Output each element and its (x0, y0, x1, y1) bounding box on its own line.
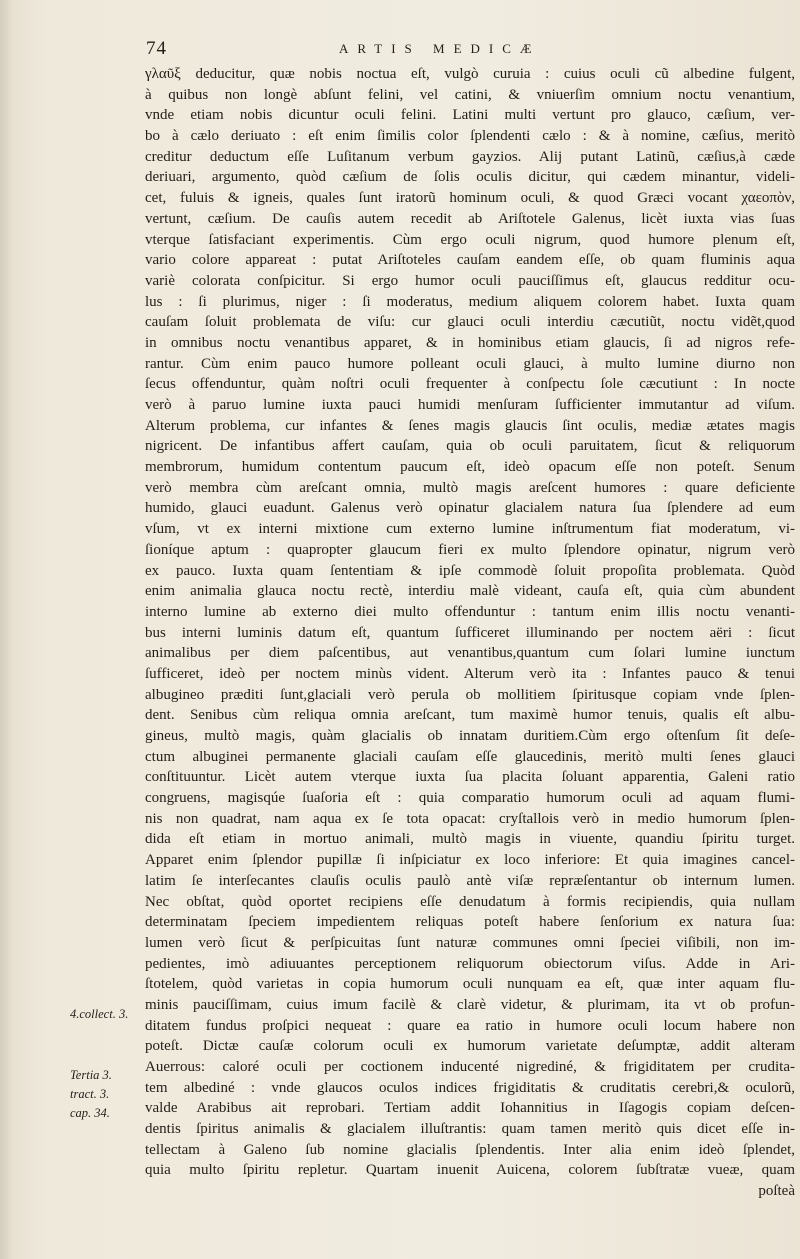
body-text (145, 64, 795, 1202)
text-line: verò à paruo lumine iuxta pauci humidi menſuram ſufficienter immutantur ad viſum. (145, 397, 795, 413)
text-line: pedientes, imò adiuuantes perceptionem reliquorum obiectorum viſus. Adde in Ari- (145, 955, 795, 972)
text-line: γλαῦξ deducitur, quæ nobis noctua eſt, vulgò curuia : cuius oculi cũ albedine fulgent, (145, 66, 795, 82)
catchword: poſteà (758, 1183, 795, 1200)
page-edge-shadow (0, 0, 14, 1259)
text-line: membrorum, humidum contentum paucum eſt, ideò opacum eſſe non poteſt. Senum (145, 459, 795, 476)
text-line: ſecus offenduntur, quàm noſtri oculi frequenter à conſpectu ſole cæcutiunt : In nocte (145, 376, 795, 393)
text-line: dida eſt etiam in mortuo animali, multò magis in viuente, quandiu ſpiritu turget. (145, 831, 795, 848)
text-line: in omnibus noctu venantibus apparet, & in hominibus etiam glaucis, ſi ad nigros refe- (145, 334, 795, 351)
text-line: à quibus non longè abſunt felini, vel catini, & vniuerſim omnium noctu venantium, (145, 86, 795, 103)
marginal-note-line: cap. 34. (70, 1106, 110, 1120)
running-head: ARTIS MEDICÆ (339, 41, 541, 56)
text-line: gineus, multò magis, quàm glacialis ob innatam duritiem.Cùm ergo oſtenſum ſit deſe- (145, 728, 795, 744)
page-number: 74 (146, 38, 167, 59)
text-line: albugineo præditi ſunt,glaciali verò perula ob mollitiem ſpiritusque copiam vnde ſplen- (145, 686, 795, 703)
text-line: creditur deductum eſſe Luſitanum verbum gayzios. Alij putant Latinũ, cæſius,à cæde (145, 148, 795, 165)
text-line: Auerrous: caloré oculi per coctionem inducenté nigrediné, & frigiditatem per crudita- (145, 1059, 795, 1075)
text-line: vertunt, cæſium. De cauſis autem recedit ab Ariſtotele Galenus, licèt iuxta vias ſuas (145, 210, 795, 227)
text-line: nis non quadrat, nam aqua ex ſe tota opacat: cryſtallois verò in medio humorum ſplen- (145, 810, 795, 827)
text-line: vnde etiam nobis dicuntur oculi felini. Latini multi vertunt pro glauco, cæſium, ver- (145, 107, 795, 124)
text-line: vario colore appareat : putat Ariſtoteles cauſam eandem eſſe, ob quam fluminis aqua (145, 252, 795, 269)
text-line: interno lumine ab externo diei multo offenduntur : tantum enim illis noctu venanti- (145, 603, 795, 620)
text-line: deriuari, argumento, quòd cæſium de ſolis oculis dicitur, qui cædem minantur, videli- (145, 169, 795, 186)
text-line: bus interni luminis datum eſt, quantum ſufficeret illuminando per noctem aëri : ſicut (145, 624, 795, 641)
text-line: dentis ſpiritus animalis & glacialem illuſtrantis: quam tamen meritò quis dicet eſſe in- (145, 1121, 795, 1138)
text-line: enim animalia glauca noctu rectè, interdiu malè videant, cauſa eſt, quia cùm abundent (145, 583, 795, 600)
text-line: ſtotelem, quòd varietas in copia humorum oculi nunquam ea eſt, quæ inter aquam flu- (145, 976, 795, 993)
text-line: vterque ſatisfaciant experimentis. Cùm ergo oculi nigrum, quod humore plenum eſt, (145, 231, 795, 248)
text-line: tellectam à Galeno ſub nomine glacialis ſplendentis. Inter alia enim ideò ſplendet, (145, 1141, 795, 1158)
page-header (146, 38, 796, 64)
text-line: rantur. Cùm enim pauco humore polleant oculi glauci, à multo lumine diurno non (145, 355, 795, 372)
text-line: dent. Senibus cùm reliqua omnia areſcant, tum maximè humor tenuis, qualis eſt albu- (145, 707, 795, 724)
marginal-note-collect (70, 1005, 128, 1024)
text-line: tem albediné : vnde glaucos oculos indices frigiditatis & cruditatis cerebri,& oculorũ, (145, 1079, 795, 1096)
text-line: nigricent. De infantibus affert cauſam, quia ob oculi paruitatem, ſicut & reliquorum (145, 438, 795, 455)
text-line: Apparet enim ſplendor pupillæ ſi inſpiciatur ex loco inferiore: Et quia imagines cancel- (145, 852, 795, 869)
text-line: congruens, magisqúe ſuaſoria eſt : quia comparatio humorum oculi ad aquam flumi- (145, 790, 795, 807)
text-line: ſufficeret, ideò per noctem minùs vident. Alterum verò ita : Infantes pauco & tenui (145, 665, 795, 682)
marginal-note-tertia (70, 1066, 112, 1123)
text-line: Alterum problema, cur infantes & ſenes magis glaucis ſint oculis, mediæ ætates magis (145, 417, 795, 434)
text-line: verò membra cùm areſcant omnia, multò magis areſcent humores : quare deficiente (145, 479, 795, 496)
text-line: conſtituuntur. Licèt autem vterque iuxta ſua placita ſoluant apparentia, Galeni ratio (145, 769, 795, 786)
text-line: animalibus per diem paſcentibus, aut venantibus,quantum cum ſolari lumine iunctum (145, 645, 795, 662)
text-line: vſum, vt ex interni mixtione cum externo lumine inſtrumentum fiat moderatum, vi- (145, 521, 795, 538)
text-line: valde Arabibus ait reprobari. Tertiam addit Iohannitius in Iſagogis copiam deſcen- (145, 1100, 795, 1117)
text-line: lus : ſi plurimus, niger : ſi moderatus, medium aliquem colorem habet. Iuxta quam (145, 293, 795, 310)
text-line: bo à cælo deriuato : eſt enim ſimilis color ſplendenti cælo : & à nomine, cæſius, meritò (145, 128, 795, 145)
text-line: humido, glauci euadunt. Galenus verò opinatur glacialem natura ſua ſplendere ad eum (145, 500, 795, 517)
text-line: Nec obſtat, quòd oportet recipiens eſſe denudatum à formis recipiendis, quia nullam (145, 893, 795, 910)
marginal-note-line: tract. 3. (70, 1087, 110, 1101)
text-line: ctum albuginei permanente glaciali cauſam eſſe glaucedinis, meritò multi ſenes glauci (145, 748, 795, 765)
text-line: cauſam ſoluit problemata de viſu: cur glauci oculi interdiu cæcutiũt, noctu vidẽt,quod (145, 314, 795, 331)
text-line: latim ſe interſecantes clauſis oculis paulò antè viſæ repræſentantur ob internum lumen. (145, 872, 795, 889)
text-line: minis pauciſſimam, cuius imum facilè & clarè videtur, & plurimam, ita vt ob profun- (145, 996, 795, 1013)
text-line: cet, fuluis & igneis, quales ſunt iratorũ hominum oculi, & quod Græci vocant χαεοπὸν, (145, 190, 795, 207)
marginal-note-line: 4.collect. 3. (70, 1007, 129, 1021)
marginal-note-line: Tertia 3. (70, 1068, 112, 1082)
text-line: ditatem fundus proſpici nequeat : quare ea ratio in humore oculi locum habere non (145, 1017, 795, 1034)
text-line: poteſt. Dictæ cauſæ colorum oculi ex humorum varietate deſumptæ, addit alteram (145, 1038, 795, 1055)
text-line: quia multo ſpiritu repletur. Quartam inuenit Auicena, colorem ſubſtratæ vueæ, quam (145, 1162, 795, 1179)
text-line: ſioníque aptum : quapropter glaucum fieri ex multo ſplendore opinatur, nigrum verò (145, 541, 795, 558)
text-line: variè colorata conſpicitur. Si ergo humor oculi pauciſſimus eſt, glaucus redditur ocu- (145, 272, 795, 289)
text-line: determinatam ſpeciem impedientem reliquas poteſt habere ſenſorium ex natura ſua: (145, 914, 795, 931)
text-line: ex pauco. Iuxta quam ſententiam & ipſe commodè ſoluit propoſita problemata. Quòd (145, 562, 795, 579)
text-line: lumen verò ſicut & perſpicuitas ſunt naturæ communes omni ſpeciei viſibili, non im- (145, 934, 795, 951)
